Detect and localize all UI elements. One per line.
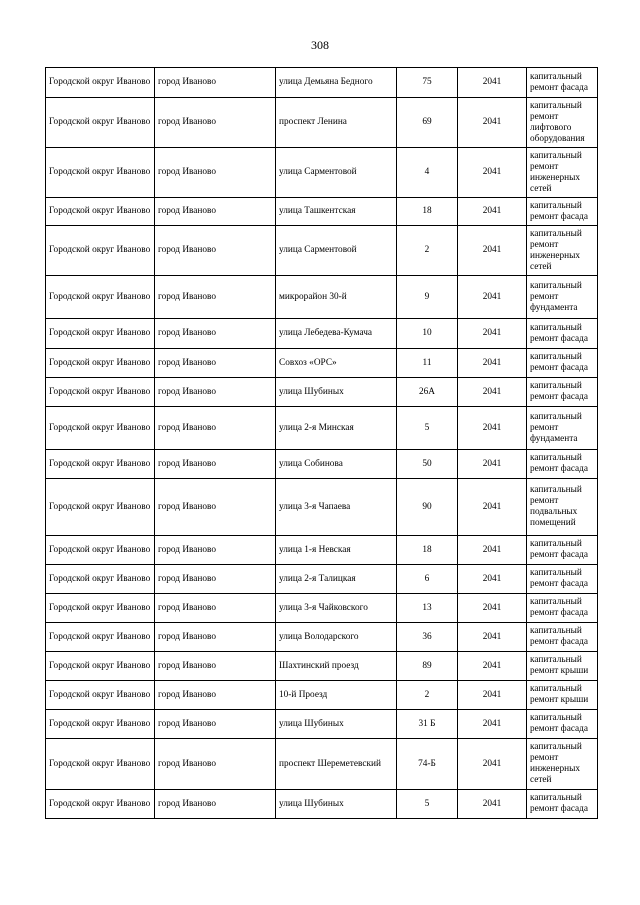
district-cell: Городской округ Иваново [46,652,155,681]
table-row [46,319,598,349]
street-cell: улица Лебедева-Кумача [276,319,397,349]
city-cell: город Иваново [155,148,276,198]
district-cell: Городской округ Иваново [46,594,155,623]
table-row [46,623,598,652]
table-row [46,198,598,226]
city-cell: город Иваново [155,710,276,739]
year-cell: 2041 [458,681,527,710]
page-number: 308 [311,38,329,52]
house-cell: 74-Б [397,739,458,790]
district-cell: Городской округ Иваново [46,98,155,148]
district-cell: Городской округ Иваново [46,536,155,565]
work-type-cell: капитальный ремонт фасада [527,536,598,565]
work-type-cell: капитальный ремонт фасада [527,565,598,594]
district-cell: Городской округ Иваново [46,319,155,349]
street-cell: улица 3-я Чапаева [276,479,397,536]
work-type-cell: капитальный ремонт фасада [527,378,598,407]
house-cell: 18 [397,536,458,565]
house-cell: 5 [397,407,458,450]
work-type-cell: капитальный ремонт фундамента [527,276,598,319]
city-cell: город Иваново [155,790,276,819]
work-type-cell: капитальный ремонт фундамента [527,407,598,450]
street-cell: Шахтинский проезд [276,652,397,681]
district-cell: Городской округ Иваново [46,450,155,479]
work-type-cell: капитальный ремонт лифтового оборудования [527,98,598,148]
house-cell: 10 [397,319,458,349]
work-type-cell: капитальный ремонт фасада [527,349,598,378]
year-cell: 2041 [458,226,527,276]
district-cell: Городской округ Иваново [46,710,155,739]
district-cell: Городской округ Иваново [46,148,155,198]
district-cell: Городской округ Иваново [46,68,155,98]
table-row [46,536,598,565]
table-row [46,148,598,198]
work-type-cell: капитальный ремонт фасада [527,68,598,98]
work-type-cell: капитальный ремонт фасада [527,790,598,819]
table-row [46,378,598,407]
city-cell: город Иваново [155,681,276,710]
table-row [46,68,598,98]
district-cell: Городской округ Иваново [46,681,155,710]
house-cell: 9 [397,276,458,319]
work-type-cell: капитальный ремонт фасада [527,319,598,349]
city-cell: город Иваново [155,536,276,565]
year-cell: 2041 [458,790,527,819]
district-cell: Городской округ Иваново [46,565,155,594]
street-cell: проспект Шереметевский [276,739,397,790]
street-cell: улица Володарского [276,623,397,652]
house-cell: 89 [397,652,458,681]
city-cell: город Иваново [155,479,276,536]
street-cell: улица Собинова [276,450,397,479]
house-cell: 13 [397,594,458,623]
house-cell: 75 [397,68,458,98]
street-cell: улица 1-я Невская [276,536,397,565]
table-row [46,565,598,594]
house-cell: 18 [397,198,458,226]
table-row [46,349,598,378]
district-cell: Городской округ Иваново [46,790,155,819]
house-cell: 31 Б [397,710,458,739]
city-cell: город Иваново [155,68,276,98]
street-cell: улица 2-я Талицкая [276,565,397,594]
street-cell: улица Сарментовой [276,148,397,198]
table-row [46,594,598,623]
year-cell: 2041 [458,349,527,378]
year-cell: 2041 [458,148,527,198]
house-cell: 4 [397,148,458,198]
work-type-cell: капитальный ремонт фасада [527,198,598,226]
work-type-cell: капитальный ремонт инженерных сетей [527,148,598,198]
city-cell: город Иваново [155,378,276,407]
table-row [46,479,598,536]
table-row [46,450,598,479]
year-cell: 2041 [458,710,527,739]
work-type-cell: капитальный ремонт подвальных помещений [527,479,598,536]
street-cell: улица Шубиных [276,378,397,407]
year-cell: 2041 [458,98,527,148]
street-cell: улица 3-я Чайковского [276,594,397,623]
street-cell: микрорайон 30-й [276,276,397,319]
street-cell: улица Шубиных [276,790,397,819]
table-row [46,710,598,739]
year-cell: 2041 [458,378,527,407]
city-cell: город Иваново [155,198,276,226]
district-cell: Городской округ Иваново [46,407,155,450]
city-cell: город Иваново [155,276,276,319]
city-cell: город Иваново [155,349,276,378]
street-cell: улица Сарментовой [276,226,397,276]
house-cell: 69 [397,98,458,148]
year-cell: 2041 [458,623,527,652]
city-cell: город Иваново [155,594,276,623]
year-cell: 2041 [458,276,527,319]
table-row [46,739,598,790]
house-cell: 2 [397,226,458,276]
house-cell: 2 [397,681,458,710]
house-cell: 90 [397,479,458,536]
house-cell: 6 [397,565,458,594]
table-row [46,98,598,148]
table-row [46,681,598,710]
work-type-cell: капитальный ремонт фасада [527,594,598,623]
district-cell: Городской округ Иваново [46,739,155,790]
year-cell: 2041 [458,450,527,479]
city-cell: город Иваново [155,319,276,349]
table-row [46,407,598,450]
district-cell: Городской округ Иваново [46,479,155,536]
street-cell: проспект Ленина [276,98,397,148]
work-type-cell: капитальный ремонт инженерных сетей [527,739,598,790]
city-cell: город Иваново [155,98,276,148]
year-cell: 2041 [458,198,527,226]
city-cell: город Иваново [155,565,276,594]
year-cell: 2041 [458,652,527,681]
year-cell: 2041 [458,319,527,349]
house-cell: 11 [397,349,458,378]
district-cell: Городской округ Иваново [46,378,155,407]
repair-schedule-table [45,67,598,819]
district-cell: Городской округ Иваново [46,226,155,276]
work-type-cell: капитальный ремонт крыши [527,652,598,681]
year-cell: 2041 [458,565,527,594]
year-cell: 2041 [458,739,527,790]
house-cell: 26А [397,378,458,407]
house-cell: 5 [397,790,458,819]
district-cell: Городской округ Иваново [46,276,155,319]
year-cell: 2041 [458,68,527,98]
work-type-cell: капитальный ремонт фасада [527,710,598,739]
street-cell: Совхоз «ОРС» [276,349,397,378]
district-cell: Городской округ Иваново [46,349,155,378]
district-cell: Городской округ Иваново [46,198,155,226]
district-cell: Городской округ Иваново [46,623,155,652]
table-row [46,226,598,276]
work-type-cell: капитальный ремонт фасада [527,450,598,479]
year-cell: 2041 [458,536,527,565]
work-type-cell: капитальный ремонт фасада [527,623,598,652]
year-cell: 2041 [458,407,527,450]
city-cell: город Иваново [155,652,276,681]
work-type-cell: капитальный ремонт инженерных сетей [527,226,598,276]
table-row [46,276,598,319]
house-cell: 50 [397,450,458,479]
year-cell: 2041 [458,594,527,623]
street-cell: улица Демьяна Бедного [276,68,397,98]
work-type-cell: капитальный ремонт крыши [527,681,598,710]
city-cell: город Иваново [155,623,276,652]
street-cell: улица Ташкентская [276,198,397,226]
city-cell: город Иваново [155,407,276,450]
city-cell: город Иваново [155,226,276,276]
street-cell: 10-й Проезд [276,681,397,710]
table-row [46,790,598,819]
city-cell: город Иваново [155,739,276,790]
year-cell: 2041 [458,479,527,536]
street-cell: улица 2-я Минская [276,407,397,450]
city-cell: город Иваново [155,450,276,479]
street-cell: улица Шубиных [276,710,397,739]
table-row [46,652,598,681]
house-cell: 36 [397,623,458,652]
